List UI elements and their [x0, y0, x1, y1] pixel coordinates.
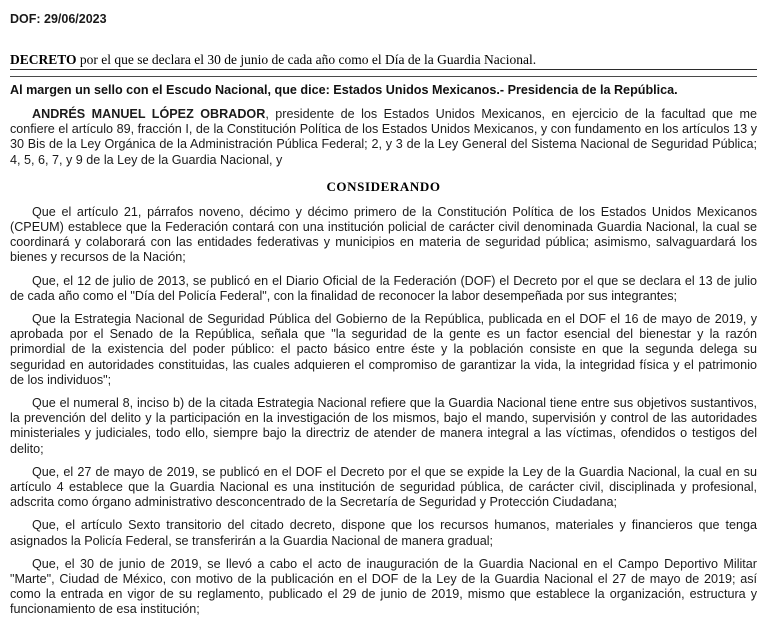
- consideration-paragraph: Que, el artículo Sexto transitorio del citado decreto, dispone que los recursos humanos, materiales y financieros que tenga asignados la Policía Federal, se transferirán a la Guardia Nacional de manera gradual;: [10, 518, 757, 548]
- publication-reference: DOF: 29/06/2023: [10, 12, 107, 26]
- signatory-name: ANDRÉS MANUEL LÓPEZ OBRADOR: [32, 107, 266, 121]
- consideration-paragraph: Que el artículo 21, párrafos noveno, décimo y décimo primero de la Constitución Política de los Estados Unidos Mexicanos (CPEUM) establece que la Federación contará con una institución policial de carácter civil denominada Guardia Nacional, la cual se coordinará y colaborará con las entidades federativas y municipios en materia de seguridad pública; asimismo, salvaguardará los bienes y recursos de la Nación;: [10, 204, 757, 265]
- preamble-paragraph: [10, 98, 757, 168]
- decree-title: [10, 52, 757, 69]
- decree-title-block: [10, 52, 757, 70]
- consideration-paragraph: Que la Estrategia Nacional de Seguridad Pública del Gobierno de la República, publicada en el DOF el 16 de mayo de 2019, y aprobada por el Senado de la República, señala que "la seguridad de la gente es un factor esencial del bienestar y la razón primordial de la existencia del poder público: el pacto básico entre éste y la población consiste en que la segunda delega su seguridad en autoridades constituidas, las cuales adquieren el compromiso de garantizar la vida, la integridad física y el patrimonio de los individuos";: [10, 312, 757, 387]
- decree-title-rest: por el que se declara el 30 de junio de cada año como el Día de la Guardia Nacional.: [76, 52, 537, 67]
- consideration-paragraph: Que, el 30 de junio de 2019, se llevó a cabo el acto de inauguración de la Guardia Nacional en el Campo Deportivo Militar "Marte", Ciudad de México, con motivo de la publicación en el DOF de la Ley de la Guardia Nacional el 27 de mayo de 2019; así como la entrada en vigor de su reglamento, publicado el 29 de junio de 2019, mismo que establece la organización, estructura y funcionamiento de esa institución;: [10, 556, 757, 617]
- consideration-paragraph: Que el numeral 8, inciso b) de la citada Estrategia Nacional refiere que la Guardia Nacional tiene entre sus objetivos sustantivos, la prevención del delito y la participación en la investigación de los mismos, bajo el mando, supervisión y control de las autoridades ministeriales y judiciales, todo ello, siempre bajo la directriz de atender de manera integral a las víctimas, ofendidos o testigos del delito;: [10, 396, 757, 456]
- preamble-text: , presidente de los Estados Unidos Mexicanos, en ejercicio de la facultad que me confiere el artículo 89, fracción I, de la Constitución Política de los Estados Unidos Mexicanos, y con fundamento en los artículos 13 y 30 Bis de la Ley Orgánica de la Administración Pública Federal; 2, y 3 de la Ley General del Sistema Nacional de Seguridad Pública; 4, 5, 6, 7, y 9 de la Ley de la Guardia Nacional, y: [10, 107, 757, 167]
- section-heading-considerando: CONSIDERANDO: [326, 178, 441, 194]
- consideration-paragraph: Que, el 12 de julio de 2013, se publicó en el Diario Oficial de la Federación (DOF) el Decreto por el que se declara el 13 de julio de cada año como el "Día del Policía Federal", con la finalidad de reconocer la labor desempeñada por sus integrantes;: [10, 273, 757, 303]
- consideration-paragraph: Que, el 27 de mayo de 2019, se publicó en el DOF el Decreto por el que se expide la Ley de la Guardia Nacional, la cual en su artículo 4 establece que la Guardia Nacional es una institución de seguridad pública, de carácter civil, disciplinada y profesional, adscrita como órgano administrativo desconcentrado de la Secretaría de Seguridad y Protección Ciudadana;: [10, 464, 757, 510]
- seal-line: Al margen un sello con el Escudo Nacional, que dice: Estados Unidos Mexicanos.- Presidencia de la República.: [10, 83, 678, 97]
- decree-title-lead: DECRETO: [10, 52, 77, 67]
